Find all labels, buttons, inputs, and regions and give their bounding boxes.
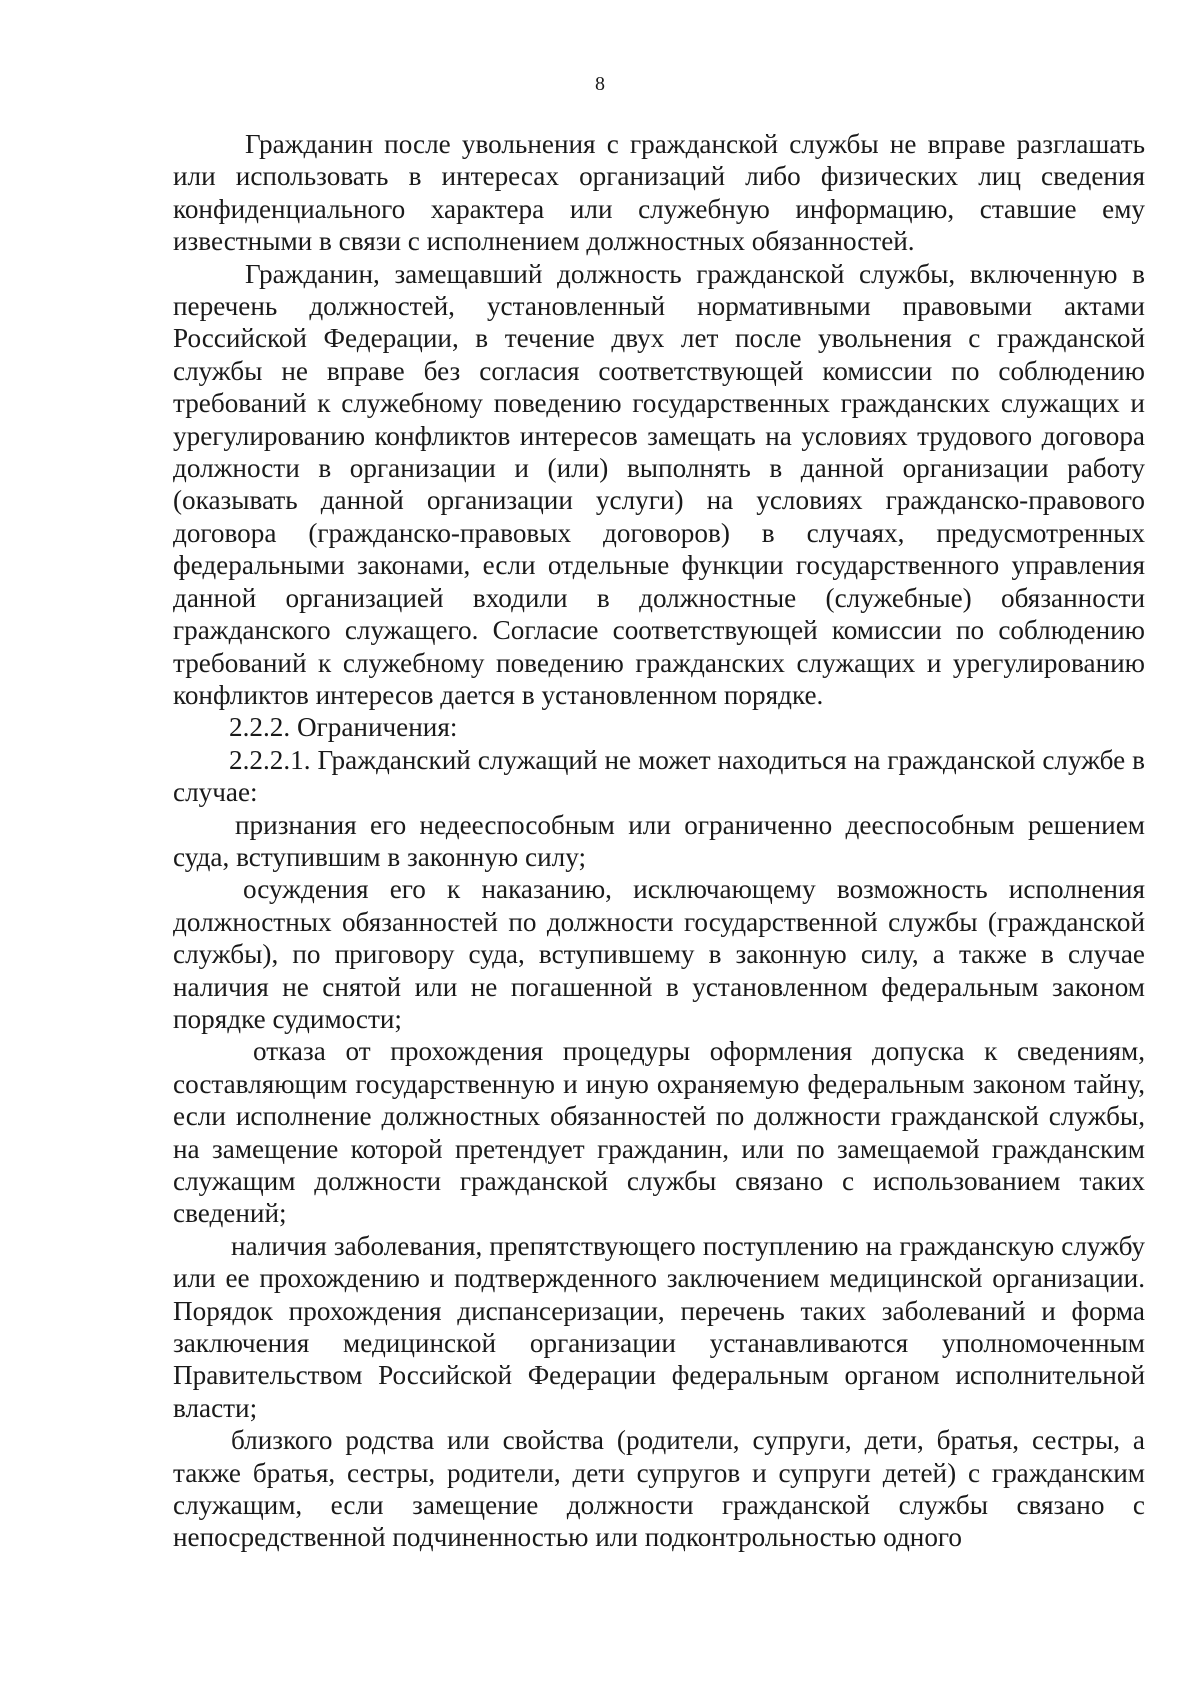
- document-body: [173, 128, 1145, 1554]
- list-item-disease: наличия заболевания, препятствующего поступлению на гражданскую службу или ее прохождению и подтвержденного заключением медицинской организации. Порядок прохождения диспансеризации, перечень таких заболеваний и форма заключения медицинской организации устанавливаются уполномоченным Правительством Российской Федерации федеральным органом исполнительной власти;: [173, 1230, 1145, 1423]
- list-item-incapacity: признания его недееспособным или ограниченно дееспособным решением суда, вступившим в законную силу;: [173, 809, 1145, 872]
- paragraph-restriction-intro: 2.2.2.1. Гражданский служащий не может находиться на гражданской службе в случае:: [173, 744, 1145, 808]
- paragraph-post-dismissal-confidentiality: Гражданин после увольнения с гражданской службы не вправе разглашать или использовать в интересах организаций либо физических лиц сведения конфиденциального характера или служебную информацию, ставшие ему известными в связи с исполнением должностных обязанностей.: [173, 129, 1145, 257]
- page-number: 8: [595, 73, 605, 95]
- paragraph-post-dismissal-employment: Гражданин, замещавший должность гражданской службы, включенную в перечень должностей, установленный нормативными правовыми актами Российской Федерации, в течение двух лет после увольнения с гражданской службы не вправе без согласия соответствующей комиссии по соблюдению требований к служебному поведению государственных гражданских служащих и урегулированию конфликтов интересов замещать на условиях трудового договора должности в организации и (или) выполнять в данной организации работу (оказывать данной организации услуги) на условиях гражданско-правового договора (гражданско-правовых договоров) в случаях, предусмотренных федеральными законами, если отдельные функции государственного управления данной организацией входили в должностные (служебные) обязанности гражданского служащего. Согласие соответствующей комиссии по соблюдению требований к служебному поведению гражданских служащих и урегулированию конфликтов интересов дается в установленном порядке.: [173, 258, 1145, 710]
- list-item-conviction: осуждения его к наказанию, исключающему возможность исполнения должностных обязанностей по должности государственной службы (гражданской службы), по приговору суда, вступившему в законную силу, а также в случае наличия не снятой или не погашенной в установленном федеральным законом порядке судимости;: [173, 874, 1145, 1034]
- list-item-clearance-refusal: отказа от прохождения процедуры оформления допуска к сведениям, составляющим государственную и иную охраняемую федеральным законом тайну, если исполнение должностных обязанностей по должности гражданской службы, на замещение которой претендует гражданин, или по замещаемой гражданским служащим должности гражданской службы связано с использованием таких сведений;: [173, 1036, 1145, 1229]
- section-heading-restrictions: 2.2.2. Ограничения:: [229, 712, 458, 743]
- list-item-kinship: близкого родства или свойства (родители, супруги, дети, братья, сестры, а также братья, сестры, родители, дети супругов и супруги детей) с гражданским служащим, если замещение должности гражданской службы связано с непосредственной подчиненностью или подконтрольностью одного: [173, 1425, 1145, 1553]
